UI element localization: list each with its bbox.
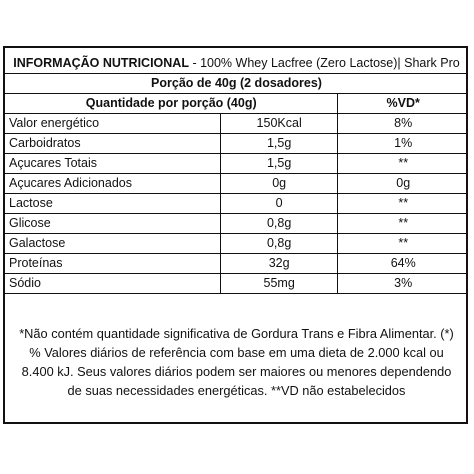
nutrient-vd: ** (338, 154, 468, 174)
nutrient-vd: ** (338, 194, 468, 214)
table-row (5, 274, 468, 294)
nutrient-name: Glicose (5, 214, 220, 234)
nutrient-vd: 0g (338, 174, 468, 194)
table-row (5, 194, 468, 214)
nutrient-name: Açucares Adicionados (5, 174, 220, 194)
nutrient-name: Sódio (5, 274, 220, 294)
nutrient-amount: 0,8g (220, 214, 338, 234)
title-row (5, 54, 468, 74)
nutrient-amount: 0,8g (220, 234, 338, 254)
portion-label: Porção de 40g (2 dosadores) (5, 74, 468, 94)
nutrient-amount: 0 (220, 194, 338, 214)
table-row (5, 134, 468, 154)
table-title-rest: - 100% Whey Lacfree (Zero Lactose)| Shark Pro (188, 56, 460, 70)
table-title-bold: INFORMAÇÃO NUTRICIONAL (13, 56, 189, 70)
table-row (5, 214, 468, 234)
table-title (5, 54, 468, 74)
table-row (5, 234, 468, 254)
nutrient-name: Açucares Totais (5, 154, 220, 174)
table-row (5, 174, 468, 194)
table-row (5, 254, 468, 274)
nutrient-amount: 55mg (220, 274, 338, 294)
nutrient-vd: 3% (338, 274, 468, 294)
nutrient-name: Lactose (5, 194, 220, 214)
nutrition-table (5, 54, 468, 294)
portion-row (5, 74, 468, 94)
nutrient-vd: ** (338, 234, 468, 254)
nutrient-amount: 32g (220, 254, 338, 274)
vd-header: %VD* (338, 94, 468, 114)
nutrient-amount: 1,5g (220, 134, 338, 154)
quantity-header: Quantidade por porção (40g) (5, 94, 338, 114)
nutrient-name: Valor energético (5, 114, 220, 134)
nutrient-name: Proteínas (5, 254, 220, 274)
nutrient-amount: 150Kcal (220, 114, 338, 134)
footnote: *Não contém quantidade significativa de Gordura Trans e Fibra Alimentar. (*) % Valores diários de referência com base em uma dieta de 2.000 kcal ou 8.400 kJ. Seus valores diários podem ser maiores ou menores dependendo de suas necessidades energéticas. **VD não estabelecidos (19, 326, 454, 398)
nutrition-facts-panel (3, 46, 468, 424)
column-header-row (5, 94, 468, 114)
nutrient-name: Galactose (5, 234, 220, 254)
nutrient-vd: ** (338, 214, 468, 234)
nutrient-vd: 8% (338, 114, 468, 134)
nutrient-name: Carboidratos (5, 134, 220, 154)
table-row (5, 154, 468, 174)
nutrient-vd: 64% (338, 254, 468, 274)
table-row (5, 114, 468, 134)
nutrient-amount: 0g (220, 174, 338, 194)
nutrient-amount: 1,5g (220, 154, 338, 174)
nutrient-vd: 1% (338, 134, 468, 154)
